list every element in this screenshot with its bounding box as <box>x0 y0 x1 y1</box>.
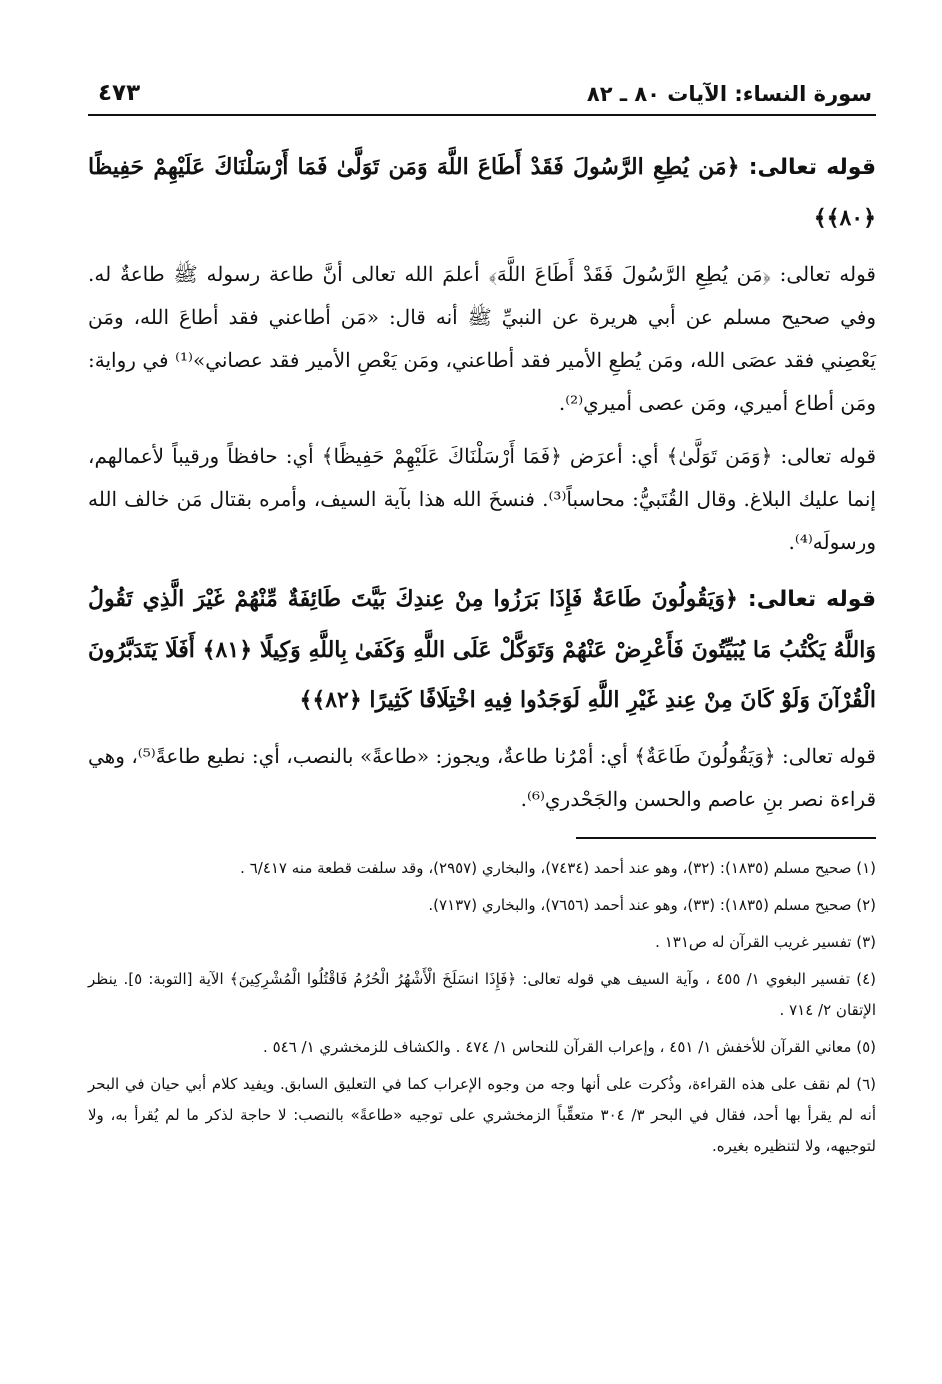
main-text <box>88 142 876 821</box>
page-header <box>88 74 876 116</box>
verse-intro: قوله تعالى: <box>748 155 877 180</box>
footnotes <box>88 853 876 1162</box>
verse-intro: قوله تعالى: <box>747 587 876 612</box>
footnote-5: (٥) معاني القرآن للأخفش ١/ ٤٥١ ، وإعراب القرآن للنحاس ١/ ٤٧٤ . والكشاف للزمخشري ١/ ٥٤٦ . <box>263 1038 876 1056</box>
footnote-separator-wrap <box>88 831 876 853</box>
verse-heading-80 <box>88 142 876 243</box>
verse-text: ﴿مَن يُطِعِ الرَّسُولَ فَقَدْ أَطَاعَ اللَّهَ وَمَن تَوَلَّىٰ فَمَا أَرْسَلْنَاكَ عَلَيْهِمْ حَفِيظًا ﴿٨٠﴾﴾ <box>88 154 876 231</box>
footnote-2: (٢) صحيح مسلم (١٨٣٥): (٣٣)، وهو عند أحمد (٧٦٥٦)، والبخاري (٧١٣٧). <box>428 896 876 914</box>
page-number: ٤٧٣ <box>98 80 141 106</box>
footnote-3: (٣) تفسير غريب القرآن له ص١٣١ . <box>655 933 876 951</box>
verse-heading-81-82 <box>88 574 876 725</box>
footnote-separator <box>576 837 876 839</box>
verse-text: ﴿وَيَقُولُونَ طَاعَةٌ فَإِذَا بَرَزُوا مِنْ عِندِكَ بَيَّتَ طَائِفَةٌ مِّنْهُمْ غَيْرَ الَّذِي تَقُولُ وَاللَّهُ يَكْتُبُ مَا يُبَيِّتُونَ فَأَعْرِضْ عَنْهُمْ وَتَوَكَّلْ عَلَى اللَّهِ وَكَفَىٰ بِاللَّهِ وَكِيلًا ﴿٨١﴾ أَفَلَا يَتَدَبَّرُونَ الْقُرْآنَ وَلَوْ كَانَ مِنْ عِندِ غَيْرِ اللَّهِ لَوَجَدُوا فِيهِ اخْتِلَافًا كَثِيرًا ﴿٨٢﴾﴾ <box>88 586 876 713</box>
footnote-6: (٦) لم نقف على هذه القراءة، وذُكرت على أنها وجه من وجوه الإعراب كما في التعليق السابق. ويفيد كلام أبي حيان في البحر أنه لم يقرأ بها أحد، فقال في البحر ٣/ ٣٠٤ متعقِّباً الزمخشري على توجيه «طاعةً» بالنصب: لا حاجة لذكر ما لم يُقرأ به، ولا لتوجيهه، ولا لتنظيره بغيره. <box>88 1075 876 1155</box>
running-title: سورة النساء: الآيات ٨٠ ـ ٨٢ <box>586 82 872 106</box>
book-page <box>88 74 876 1344</box>
footnote-1: (١) صحيح مسلم (١٨٣٥): (٣٢)، وهو عند أحمد (٧٤٣٤)، والبخاري (٢٩٥٧)، وقد سلفت قطعة منه ٦/٤١٧ . <box>240 859 876 877</box>
footnote-4: (٤) تفسير البغوي ١/ ٤٥٥ ، وآية السيف هي قوله تعالى: ﴿فَإِذَا انسَلَخَ الْأَشْهُرُ الْحُرُمُ فَاقْتُلُوا الْمُشْرِكِينَ﴾ الآية [التوبة: ٥]. ينظر الإتقان ٢/ ٧١٤ . <box>88 970 876 1019</box>
commentary-paragraph-3: قوله تعالى: ﴿وَيَقُولُونَ طَاعَةٌ﴾ أي: أمْرُنا طاعةٌ، ويجوز: «طاعةً» بالنصب، أي: نطيع طاعةً⁽⁵⁾، وهي قراءة نصر بنِ عاصم والحسن والجَحْدري⁽⁶⁾. <box>88 744 876 811</box>
commentary-paragraph-1: قوله تعالى: ﴿مَن يُطِعِ الرَّسُولَ فَقَدْ أَطَاعَ اللَّهَ﴾ أعلمَ الله تعالى أنَّ طاعة رسوله ﷺ طاعةٌ له. وفي صحيح مسلم عن أبي هريرة عن النبيِّ ﷺ أنه قال: «مَن أطاعني فقد أطاعَ الله، ومَن يَعْصِني فقد عصَى الله، ومَن يُطعِ الأمير فقد أطاعني، ومَن يَعْصِ الأمير فقد عصاني»⁽¹⁾ في رواية: ومَن أطاع أميري، ومَن عصى أميري⁽²⁾. <box>88 262 876 415</box>
commentary-paragraph-2: قوله تعالى: ﴿وَمَن تَوَلَّىٰ﴾ أي: أعرَض ﴿فَمَا أَرْسَلْنَاكَ عَلَيْهِمْ حَفِيظًا﴾ أي: حافظاً ورقيباً لأعمالهم، إنما عليك البلاغ. وقال القُتَبيُّ: محاسباً⁽³⁾. فنسخَ الله هذا بآية السيف، وأمره بقتال مَن خالف الله ورسولَه⁽⁴⁾. <box>88 444 876 554</box>
